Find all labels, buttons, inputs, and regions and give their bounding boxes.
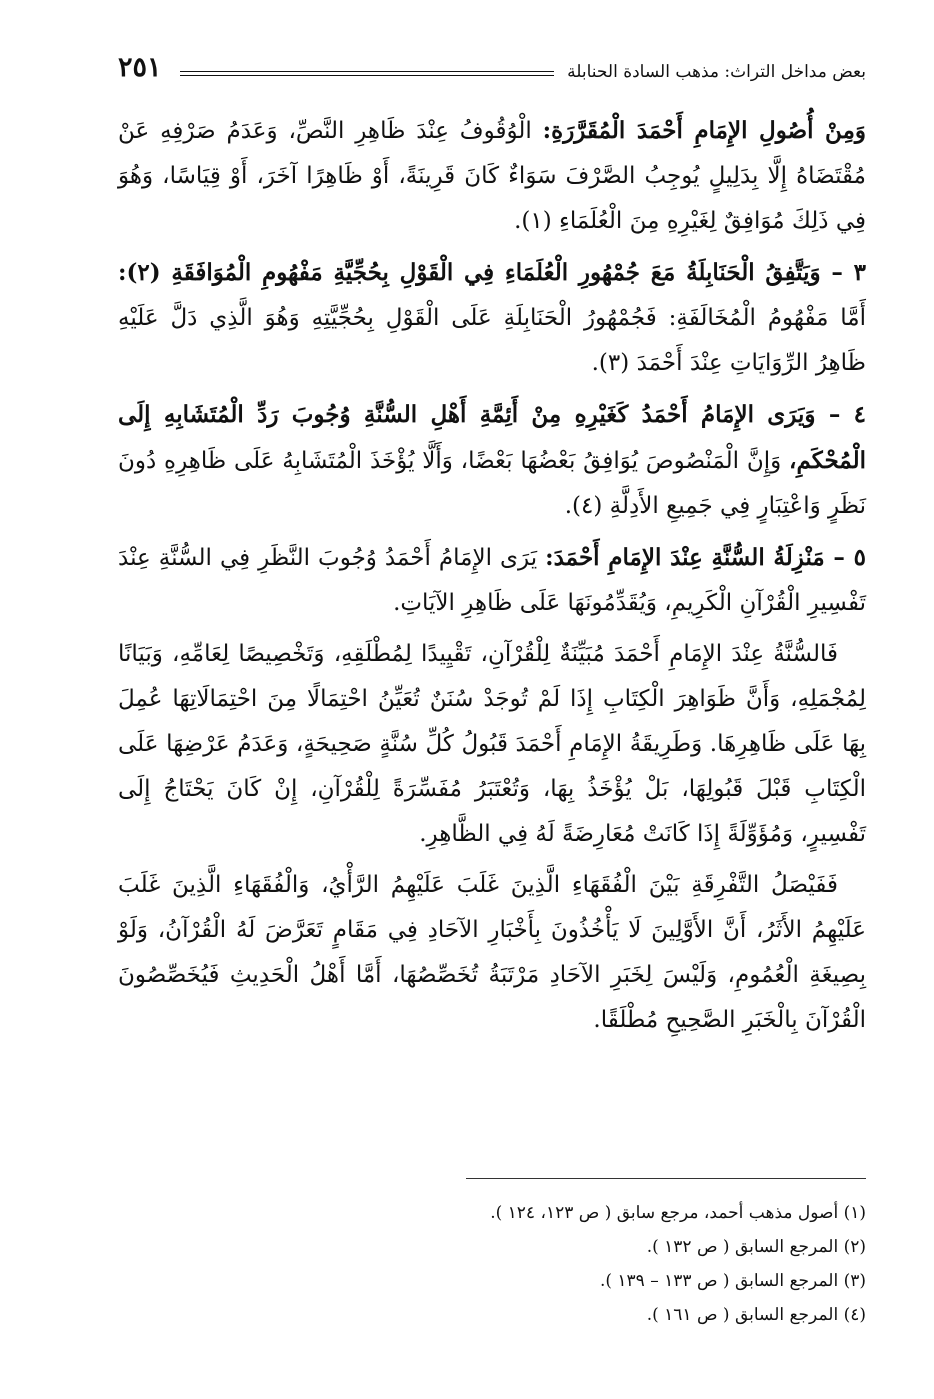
footnote-2: (٢) المرجع السابق ( ص ١٣٢ ). — [646, 1237, 866, 1257]
paragraph-text: يَرَى الإِمَامُ أَحْمَدُ وُجُوبَ النَّظَرِ فِي السُّنَّةِ عِنْدَ تَفْسِيرِ الْقُرْآنِ الْكَرِيمِ، وَيُقَدِّمُونَهَا عَلَى ظَاهِرِ الآيَاتِ. — [118, 545, 866, 616]
paragraph-lead: ٣ – وَيَتَّفِقُ الْحَنَابِلَةُ مَعَ جُمْهُورِ الْعُلَمَاءِ فِي الْقَوْلِ بِحُجِّيَّةِ مَفْهُومِ الْمُوَافَقَةِ (٢): — [118, 259, 866, 286]
paragraph-usul — [118, 108, 866, 244]
paragraph-text: فَفَيْصَلُ التَّفْرِقَةِ بَيْنَ الْفُقَهَاءِ الَّذِينَ غَلَبَ عَلَيْهِمُ الرَّأْيُ، وَالْفُقَهَاءِ الَّذِينَ غَلَبَ عَلَيْهِمُ الأَثَرُ، أَنَّ الأَوَّلِينَ لَا يَأْخُذُونَ بِأَخْبَارِ الآحَادِ فِي مَقَامٍ تَعَرَّضَ لَهُ الْقُرْآنُ، وَلَوْ بِصِيغَةِ الْعُمُومِ، وَلَيْسَ لِخَبَرِ الآحَادِ مَرْتَبَةُ تُخَصِّصُهَا، أَمَّا أَهْلُ الْحَدِيثِ فَيُخَصِّصُونَ الْقُرْآنَ بِالْخَبَرِ الصَّحِيحِ مُطْلَقًا. — [118, 872, 866, 1033]
paragraph-text: فَالسُّنَّةُ عِنْدَ الإِمَامِ أَحْمَدَ مُبَيِّنَةٌ لِلْقُرْآنِ، تَقْيِيدًا لِمُطْلَقِهِ، وَتَخْصِيصًا لِعَامِّهِ، وَبَيَانًا لِمُجْمَلِهِ، وَأَنَّ ظَوَاهِرَ الْكِتَابِ إِذَا لَمْ تُوجَدْ سُنَنٌ تُعَيِّنُ احْتِمَالًا مِنَ احْتِمَالَاتِهَا عُمِلَ بِهَا عَلَى ظَاهِرِهَا. وَطَرِيقَةُ الإِمَامِ أَحْمَدَ قَبُولُ كُلِّ سُنَّةٍ صَحِيحَةٍ، وَعَدَمُ عَرْضِهَا عَلَى الْكِتَابِ قَبْلَ قَبُولِهَا، بَلْ يُؤْخَذُ بِهَا، وَتُعْتَبَرُ مُفَسِّرَةً لِلْقُرْآنِ، إِنْ كَانَ يَحْتَاجُ إِلَى تَفْسِيرٍ، وَمُؤَوِّلَةً إِذَا كَانَتْ مُعَارِضَةً لَهُ فِي الظَّاهِرِ. — [118, 641, 866, 847]
paragraph-point-3 — [118, 250, 866, 386]
paragraph-text: وَإِنَّ الْمَنْصُوصَ يُوَافِقُ بَعْضُهَا بَعْضًا، وَأَلَّا يُؤْخَذَ الْمُتَشَابِهُ عَلَى ظَاهِرِهِ دُونَ نَظَرٍ وَاعْتِبَارٍ فِي جَمِيعِ الأَدِلَّةِ (٤). — [118, 448, 866, 519]
page-header — [118, 52, 866, 92]
paragraph-lead: ٤ – وَيَرَى الإِمَامُ أَحْمَدُ كَغَيْرِهِ مِنْ أَئِمَّةِ أَهْلِ السُّنَّةِ وُجُوبَ رَدِّ الْمُتَشَابِهِ إِلَى الْمُحْكَمِ، — [118, 401, 866, 474]
paragraph-text: أَمَّا مَفْهُومُ الْمُخَالَفَةِ: فَجُمْهُورُ الْحَنَابِلَةِ عَلَى الْقَوْلِ بِحُجِّيَّتِهِ وَهُوَ الَّذِي دَلَّ عَلَيْهِ ظَاهِرُ الرِّوَايَاتِ عِنْدَ أَحْمَدَ (٣). — [118, 305, 866, 376]
paragraph-point-4 — [118, 392, 866, 529]
paragraph-distinction — [118, 863, 866, 1043]
paragraph-point-5 — [118, 535, 866, 626]
running-title: بعض مداخل التراث: مذهب السادة الحنابلة — [567, 62, 866, 82]
paragraph-text: الْوُقُوفُ عِنْدَ ظَاهِرِ النَّصِّ، وَعَدَمُ صَرْفِهِ عَنْ مُقْتَضَاهُ إِلَّا بِدَلِيلٍ يُوجِبُ الصَّرْفَ سَوَاءٌ كَانَ قَرِينَةً، أَوْ ظَاهِرًا آخَرَ، أَوْ قِيَاسًا، وَهُوَ فِي ذَلِكَ مُوَافِقٌ لِغَيْرِهِ مِنَ الْعُلَمَاءِ (١). — [118, 118, 866, 234]
paragraph-sunnah — [118, 632, 866, 857]
footnote-separator — [466, 1178, 866, 1179]
page-number: ٢٥١ — [118, 52, 162, 83]
paragraph-lead: وَمِنْ أُصُولِ الإِمَامِ أَحْمَدَ الْمُقَرَّرَةِ: — [542, 117, 866, 144]
footnote-3: (٣) المرجع السابق ( ص ١٣٣ – ١٣٩ ). — [599, 1271, 866, 1291]
footnote-1: (١) أصول مذهب أحمد، مرجع سابق ( ص ١٢٣، ١٢٤ ). — [490, 1203, 866, 1223]
footnotes — [166, 1196, 866, 1332]
paragraph-lead: ٥ – مَنْزِلَةُ السُّنَّةِ عِنْدَ الإِمَامِ أَحْمَدَ: — [545, 544, 866, 571]
header-rule — [180, 71, 554, 76]
footnote-4: (٤) المرجع السابق ( ص ١٦١ ). — [646, 1305, 866, 1325]
main-text — [118, 108, 866, 1043]
